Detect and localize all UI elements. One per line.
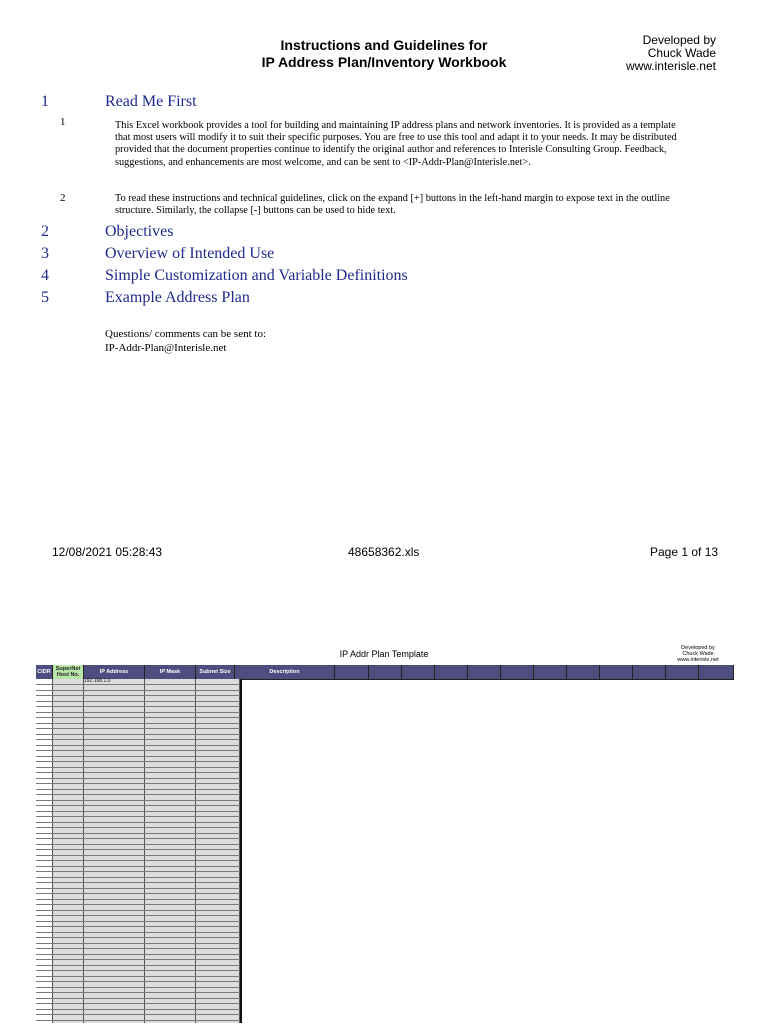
grid-row-line xyxy=(36,976,240,977)
section-title-customization[interactable]: Simple Customization and Variable Definitions xyxy=(105,267,408,284)
grid-row-line xyxy=(36,706,240,707)
grid-row-line xyxy=(36,970,240,971)
subitem-text: To read these instructions and technical guidelines, click on the expand [+] buttons in the left-hand margin to expose text in the outline structure. Similarly, the collapse [-] buttons can be used to hide text. xyxy=(115,193,670,217)
grid-row-line xyxy=(36,893,240,894)
document-title xyxy=(184,37,584,71)
grid-row-line xyxy=(36,712,240,713)
grid-row-line xyxy=(36,904,240,905)
column-header-blank[interactable] xyxy=(501,665,534,679)
grid-row-line xyxy=(36,921,240,922)
grid-row-line xyxy=(36,800,240,801)
grid-row-line xyxy=(36,992,240,993)
grid-row-line xyxy=(36,981,240,982)
section-number: 1 xyxy=(41,93,49,110)
grid-row-line xyxy=(36,1014,240,1015)
column-header-blank[interactable] xyxy=(600,665,633,679)
grid-row-line xyxy=(36,701,240,702)
grid-row-line xyxy=(36,745,240,746)
contact-email[interactable]: IP-Addr-Plan@Interisle.net xyxy=(105,342,227,354)
column-header-ip-address[interactable]: IP Address xyxy=(84,665,145,679)
grid-row-line xyxy=(36,833,240,834)
grid-row-line xyxy=(36,756,240,757)
grid-row-line xyxy=(36,998,240,999)
grid-row-line xyxy=(36,816,240,817)
developer-website[interactable]: www.interisle.net xyxy=(625,59,716,73)
grid-row-line xyxy=(36,871,240,872)
grid-row-line xyxy=(36,695,240,696)
grid-row-line xyxy=(36,717,240,718)
subitem-number: 1 xyxy=(60,116,66,128)
sheet-header-row xyxy=(36,665,734,680)
grid-row-line xyxy=(36,1020,240,1021)
grid-row-line xyxy=(36,926,240,927)
section-number: 4 xyxy=(41,267,49,284)
title-line-1: Instructions and Guidelines for xyxy=(280,37,488,53)
grid-row-line xyxy=(36,767,240,768)
column-header-description[interactable]: Description xyxy=(235,665,335,679)
section-title-objectives[interactable]: Objectives xyxy=(105,223,174,240)
grid-column-ip-mask xyxy=(145,679,196,1023)
column-header-blank[interactable] xyxy=(402,665,435,679)
grid-row-line xyxy=(36,899,240,900)
column-header-supernet[interactable]: SuperNet Host No. xyxy=(53,665,84,679)
section-number: 2 xyxy=(41,223,49,240)
grid-row-line xyxy=(36,915,240,916)
column-header-blank[interactable] xyxy=(468,665,501,679)
grid-row-line xyxy=(36,690,240,691)
grid-row-line xyxy=(36,987,240,988)
column-header-blank[interactable] xyxy=(699,665,734,679)
grid-row-line xyxy=(36,866,240,867)
grid-column-subnet-size xyxy=(196,679,240,1023)
first-ip-address-cell[interactable]: 192.168.1.0 xyxy=(84,678,111,684)
grid-row-line xyxy=(36,882,240,883)
section-title-overview[interactable]: Overview of Intended Use xyxy=(105,245,275,262)
grid-row-line xyxy=(36,932,240,933)
grid-row-line xyxy=(36,937,240,938)
grid-row-line xyxy=(36,827,240,828)
contact-note xyxy=(105,327,266,355)
grid-row-line xyxy=(36,772,240,773)
grid-row-line xyxy=(36,778,240,779)
column-header-blank[interactable] xyxy=(435,665,468,679)
section-number: 5 xyxy=(41,289,49,306)
column-header-blank[interactable] xyxy=(534,665,567,679)
grid-row-line xyxy=(36,811,240,812)
column-header-cidr[interactable]: CIDR xyxy=(36,665,53,679)
footer-page-number: Page 1 of 13 xyxy=(650,545,719,559)
column-header-blank[interactable] xyxy=(666,665,699,679)
developer-label: Developed by xyxy=(642,33,716,47)
grid-row-line xyxy=(36,965,240,966)
subitem-text: This Excel workbook provides a tool for building and maintaining IP address plans and network inventories. It is provided as a template that most users will modify it to suit their specific purposes. You are free to use this tool and adapt it to your needs. It may be distributed provided that the document properties continue to identify the original author and references to Interisle Consulting Group. Feedback, suggestions, and enhancements are most welcome, and can be sent to <IP-Addr-Plan@Interisle.net>. xyxy=(115,120,677,168)
sheet-developer-label: Developed by xyxy=(681,645,715,651)
grid-row-line xyxy=(36,783,240,784)
column-header-blank[interactable] xyxy=(335,665,369,679)
grid-column-ip-address xyxy=(84,679,145,1023)
grid-row-line xyxy=(36,805,240,806)
grid-row-line xyxy=(36,844,240,845)
grid-row-line xyxy=(36,959,240,960)
grid-row-line xyxy=(36,1003,240,1004)
column-header-blank[interactable] xyxy=(633,665,666,679)
grid-row-line xyxy=(36,750,240,751)
grid-row-line xyxy=(36,855,240,856)
grid-row-line xyxy=(36,943,240,944)
grid-row-line xyxy=(36,794,240,795)
grid-row-line xyxy=(36,849,240,850)
grid-row-line xyxy=(36,684,240,685)
developer-credit xyxy=(600,34,716,73)
section-title-example-plan[interactable]: Example Address Plan xyxy=(105,289,250,306)
sheet-grid[interactable] xyxy=(36,679,242,1023)
column-header-subnet-size[interactable]: Subnet Size xyxy=(196,665,235,679)
sheet-developer-credit xyxy=(672,645,724,663)
column-header-ip-mask[interactable]: IP Mask xyxy=(145,665,196,679)
grid-column-cidr xyxy=(36,679,53,1023)
grid-row-line xyxy=(36,723,240,724)
section-number: 3 xyxy=(41,245,49,262)
column-header-blank[interactable] xyxy=(567,665,600,679)
grid-row-line xyxy=(36,948,240,949)
sheet-developer-website: www.interisle.net xyxy=(677,657,719,663)
grid-row-line xyxy=(36,910,240,911)
subitem-number: 2 xyxy=(60,192,66,204)
footer-datetime: 12/08/2021 05:28:43 xyxy=(52,545,163,559)
sheet-developer-name: Chuck Wade xyxy=(682,651,714,657)
grid-row-line xyxy=(36,728,240,729)
grid-column-supernet xyxy=(53,679,84,1023)
grid-row-line xyxy=(36,761,240,762)
grid-row-line xyxy=(36,734,240,735)
developer-name: Chuck Wade xyxy=(647,46,716,60)
grid-row-line xyxy=(36,877,240,878)
footer-filename: 48658362.xls xyxy=(348,545,420,559)
grid-row-line xyxy=(36,888,240,889)
title-line-2: IP Address Plan/Inventory Workbook xyxy=(261,54,507,70)
grid-row-line xyxy=(36,838,240,839)
grid-row-line xyxy=(36,739,240,740)
grid-row-line xyxy=(36,789,240,790)
grid-row-line xyxy=(36,860,240,861)
section-title-read-me-first[interactable]: Read Me First xyxy=(105,93,197,110)
contact-label: Questions/ comments can be sent to: xyxy=(105,328,266,340)
grid-row-line xyxy=(36,822,240,823)
grid-row-line xyxy=(36,954,240,955)
column-header-blank[interactable] xyxy=(369,665,402,679)
grid-row-line xyxy=(36,1009,240,1010)
sheet-title: IP Addr Plan Template xyxy=(339,649,429,659)
